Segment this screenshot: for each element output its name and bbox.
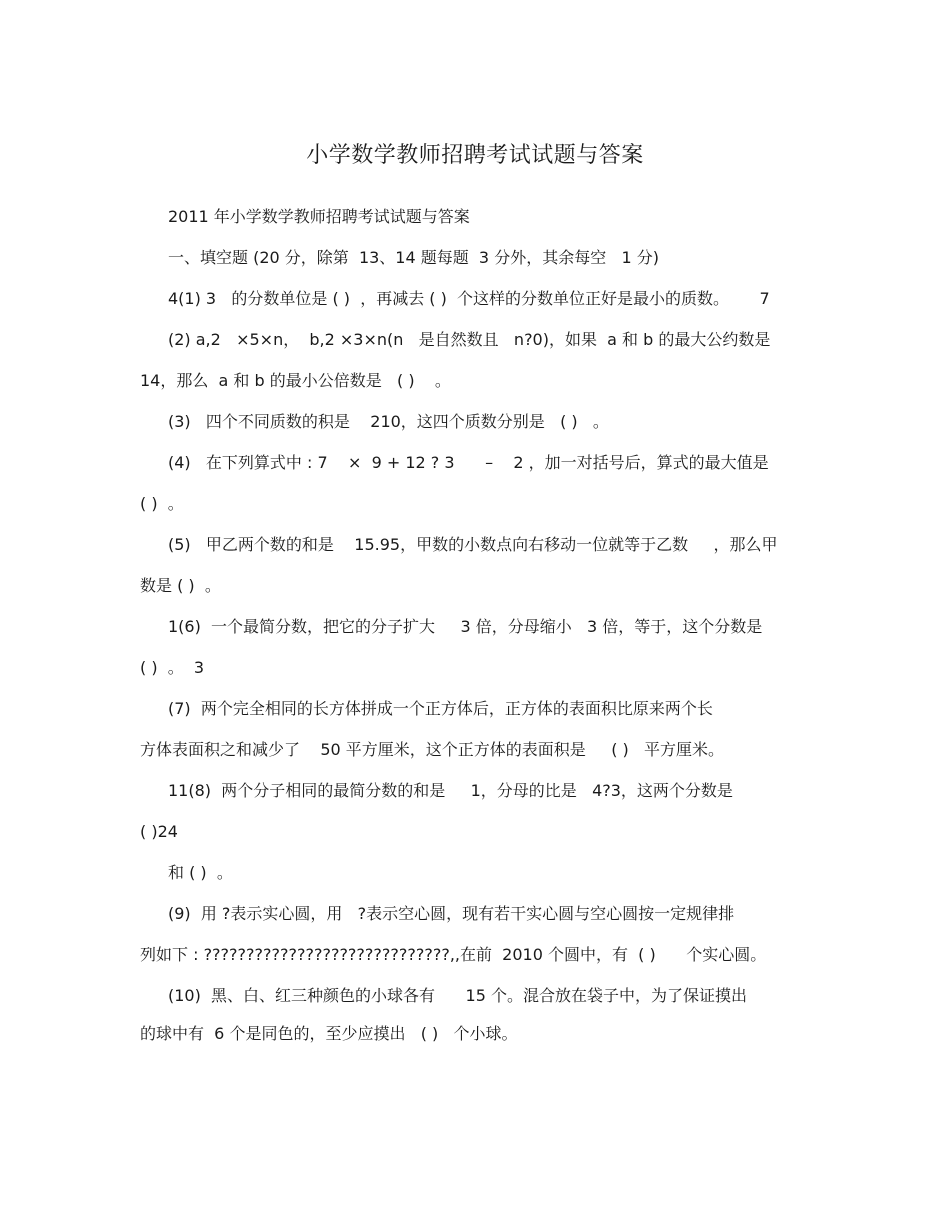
question-9-cont: 列如下 : ?????????????????????????????,,在前 2010 个圆中，有 ( ) 个实心圆。	[140, 945, 767, 964]
question-8-cont: ( )24	[140, 822, 178, 841]
question-4: (4) 在下列算式中 : 7 × 9 + 12 ? 3 – 2 ，加一对括号后，算式的最大值是	[168, 453, 769, 472]
section-heading: 一、填空题 (20 分，除第 13、14 题每题 3 分外，其余每空 1 分)	[168, 248, 659, 267]
question-2-cont: 14，那么 a 和 b 的最小公倍数是 ( ) 。	[140, 371, 451, 390]
question-9: (9) 用 ?表示实心圆，用 ?表示空心圆，现有若干实心圆与空心圆按一定规律排	[168, 904, 735, 923]
intro-line: 2011 年小学数学教师招聘考试试题与答案	[168, 207, 470, 226]
question-7: (7) 两个完全相同的长方体拼成一个正方体后，正方体的表面积比原来两个长	[168, 699, 713, 718]
question-4-cont: ( ) 。	[140, 494, 184, 513]
question-1: 4(1) 3 的分数单位是 ( ) ，再减去 ( ) 个这样的分数单位正好是最小的质数。 7	[168, 289, 770, 308]
question-8-cont2: 和 ( ) 。	[168, 863, 233, 882]
question-3: (3) 四个不同质数的积是 210，这四个质数分别是 ( ) 。	[168, 412, 609, 431]
question-5: (5) 甲乙两个数的和是 15.95，甲数的小数点向右移动一位就等于乙数 ，那么甲	[168, 535, 778, 554]
question-10: (10) 黑、白、红三种颜色的小球各有 15 个。混合放在袋子中，为了保证摸出	[168, 986, 747, 1005]
question-2: (2) a,2 ×5×n， b,2 ×3×n(n 是自然数且 n?0)，如果 a 和 b 的最大公约数是	[168, 330, 771, 349]
document-title: 小学数学教师招聘考试试题与答案	[306, 143, 644, 168]
question-5-cont: 数是 ( ) 。	[140, 576, 221, 595]
question-6: 1(6) 一个最简分数，把它的分子扩大 3 倍，分母缩小 3 倍，等于，这个分数是	[168, 617, 763, 636]
question-6-cont: ( ) 。 3	[140, 658, 205, 677]
question-10-cont: 的球中有 6 个是同色的，至少应摸出 ( ) 个小球。	[140, 1024, 518, 1043]
question-8: 11(8) 两个分子相同的最简分数的和是 1，分母的比是 4?3，这两个分数是	[168, 781, 733, 800]
question-7-cont: 方体表面积之和减少了 50 平方厘米，这个正方体的表面积是 ( ) 平方厘米。	[140, 740, 725, 759]
